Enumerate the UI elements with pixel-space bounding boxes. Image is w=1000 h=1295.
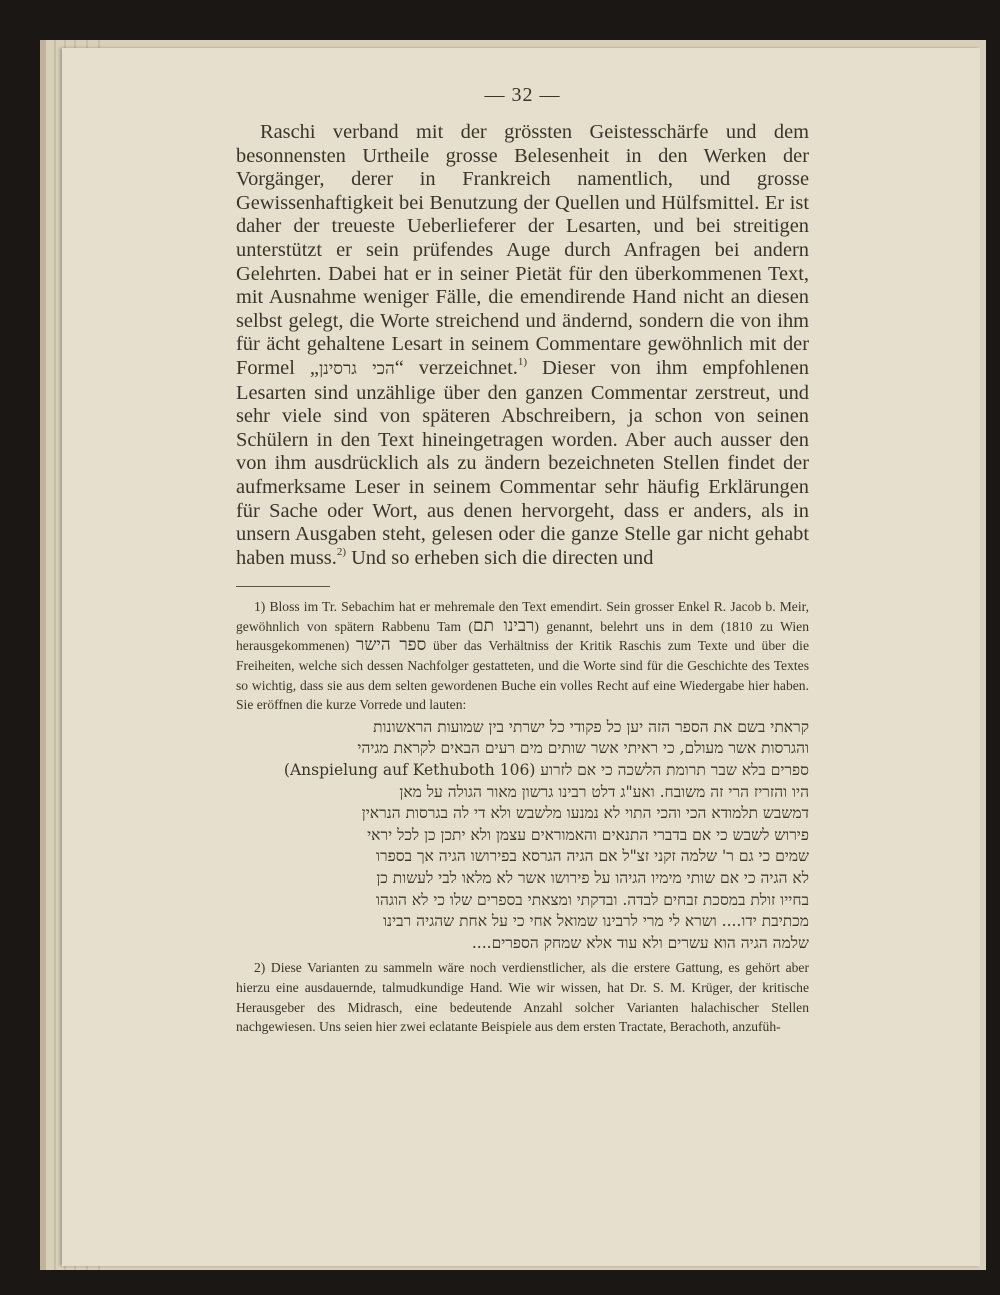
hebrew-quotation (236, 717, 809, 955)
body-paragraph (236, 121, 809, 570)
hebrew-line: קראתי בשם את הספר הזה יען כל פקודי כל ישרתי בין שמועות הראשונות (373, 717, 809, 736)
hebrew-title: ספר הישר (355, 635, 427, 656)
hebrew-term: רבינו תם (473, 615, 535, 636)
footnote-ref-1: 1) (517, 355, 528, 368)
footnote-1 (236, 597, 809, 715)
hebrew-line: לא הגיה כי אם שותי מימיו הגיהו על פירושו אשר לא מלאו לבי לעשות כן (376, 869, 809, 887)
body-text-part: Raschi verband mit der grössten Geistesschärfe und dem besonnensten Urtheile grosse Belesenheit in den Werken der Vorgänger, derer in Frankreich namentlich, und grosse Gewissenhaftigkeit bei Benutzung der Quellen und Hülfsmittel. Er ist daher der treueste Ueberlieferer der Lesarten, und bei streitigen unterstützt er sein prüfendes Auge durch Anfragen bei andern Gelehrten. Dabei hat er in seiner Pietät für den überkommenen Text, mit Ausnahme weniger Fälle, die emendirende Hand nicht an diesen selbst gelegt, die Worte streichend und ändernd, sondern die von ihm für ächt gehaltene Lesart in seinem Commentare gewöhnlich mit der Formel „ (236, 121, 809, 379)
page-edge (54, 40, 56, 1270)
hebrew-line: היו והזריז הרי זה משובח. ואע"ג דלט רבינו גרשון מאור הגולה על מאן (399, 782, 809, 801)
hebrew-line: שמים כי גם ר' שלמה זקני זצ"ל אם הגיה הגרסא בפירושו הגיה אך בספרו (376, 847, 809, 866)
hebrew-line: שלמה הגיה הוא עשרים ולא עוד אלא שמחק הספרים.... (471, 933, 809, 952)
hebrew-formula: הכי גרסינן (318, 358, 395, 379)
hebrew-line: והגרסות אשר מעולם, כי ראיתי אשר שותים מים רעים הבאים לקראת מגיהי (357, 739, 809, 758)
hebrew-line: פירוש לשבש כי אם בדברי התנאים והאמוראים עצמן ולא יתכן כן לכל יראי (367, 825, 809, 844)
hebrew-line: דמשבש תלמודא הכי והכי התוי לא נמנעו מלשבש ולא די לה בגרסות הנראין (361, 804, 809, 823)
hebrew-line: מכתיבת ידו.... ושרא לי מרי לרבינו שמואל אחי כי על אחת שהגיה רבינו (383, 912, 809, 931)
page-content (236, 84, 809, 1037)
body-text-part: Dieser von ihm empfohlenen Lesarten sind unzählige über den ganzen Commentar zerstreut, und sehr viele sind von späteren Abschreibern, ja schon von seinen Schülern in den Text hineingetragen worden. Aber auch ausser den von ihm ausdrücklich als zu ändern bezeichneten Stellen findet der aufmerksame Leser in seinem Commentar sehr häufig Erklärungen für Sache oder Wort, aus denen hervorgeht, dass er anders, als in unsern Ausgaben steht, gelesen oder die ganze Stelle gar nicht gehabt haben muss. (236, 356, 809, 569)
body-text-part: Und so erheben sich die directen und (345, 546, 654, 569)
footnote-text: über das Verhältniss der Kritik Raschis zum Texte und über die Freiheiten, welche sich dessen Nachfolger gestatteten, und die Worte sind für die Geschichte des Textes so wichtig, dass sie aus dem selten gewordenen Buche ein volles Recht auf eine Wiedergabe hier haben. Sie eröffnen die kurze Vorrede und lauten: (236, 638, 809, 713)
footnote-ref-2: 2) (336, 545, 346, 558)
body-text-part: “ verzeichnet. (394, 356, 518, 379)
hebrew-line: בחייו זולת במסכת זבחים לבדה. ובדקתי ומצאתי בספרים שלו כי לא הוגהו (376, 890, 809, 909)
footnote-2: 2) Diese Varianten zu sammeln wäre noch verdienstlicher, als die erstere Gattung, es gehört aber hierzu eine ausdauernde, talmudkundige Hand. Wie wir wissen, hat Dr. S. M. Krüger, der kritische Herausgeber des Midrasch, eine bedeutende Anzahl solcher Varianten halachischer Stellen nachgewiesen. Uns seien hier zwei eclatante Beispiele aus dem ersten Tractate, Berachoth, anzufüh- (236, 960, 809, 1035)
page-number: — 32 — (484, 84, 561, 106)
hebrew-line: ספרים בלא שבר תרומת הלשכה כי אם לזרוע (Anspielung auf Kethuboth 106) (283, 761, 809, 780)
footnote-divider (236, 586, 330, 587)
footnote-text: 1) Bloss im Tr. Sebachim hat er mehremale den Text emendirt. Sein grosser Enkel R. Jacob b. Meir, gewöhnlich von spätern Rabbenu Tam ( (236, 599, 809, 634)
footnote-text: ) genannt, belehrt uns in dem (1810 zu Wien herausgekommenen) (236, 618, 809, 654)
